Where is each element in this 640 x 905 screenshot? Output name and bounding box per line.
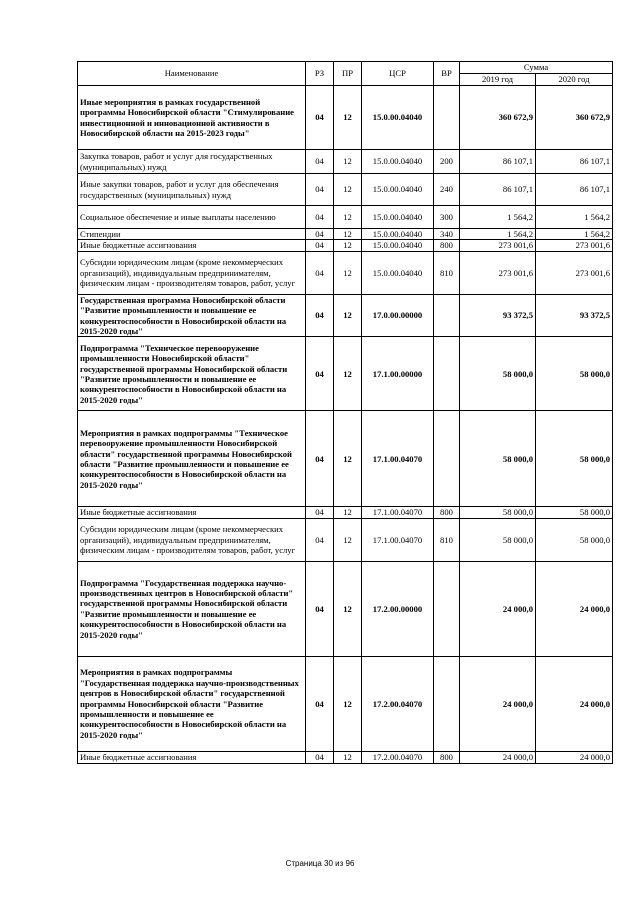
row-name: Субсидии юридическим лицам (кроме некоммерческих организаций), индивидуальным предпринимателям, физическим лицам - производителям товаров, работ, услуг — [78, 518, 306, 561]
row-rz: 04 — [306, 229, 334, 240]
row-name: Иные мероприятия в рамках государственной программы Новосибирской области "Стимулирование инвестиционной и инновационной активности в Новосибирской области на 2015-2023 годы" — [78, 86, 306, 150]
row-vr — [434, 86, 460, 150]
row-rz: 04 — [306, 174, 334, 206]
row-sum-2020: 273 001,6 — [536, 240, 613, 251]
table-row — [78, 206, 613, 229]
row-sum-2019: 1 564,2 — [460, 229, 536, 240]
row-name: Субсидии юридическим лицам (кроме некоммерческих организаций), индивидуальным предпринимателям, физическим лицам - производителям товаров, работ, услуг — [78, 251, 306, 294]
table-row — [78, 751, 613, 763]
row-sum-2020: 93 372,5 — [536, 294, 613, 337]
row-csr: 15.0.00.04040 — [362, 240, 434, 251]
header-2020: 2020 год — [536, 74, 613, 86]
row-name: Мероприятия в рамках подпрограммы "Техническое перевооружение промышленности Новосибирской области" государственной программы Новосибирской области "Развитие промышленности и повышение ее конкурентоспособности в Новосибирской области на 2015-2020 годы" — [78, 411, 306, 507]
row-csr: 17.1.00.04070 — [362, 411, 434, 507]
row-csr: 17.2.00.04070 — [362, 656, 434, 751]
row-vr: 800 — [434, 751, 460, 763]
row-name: Иные закупки товаров, работ и услуг для обеспечения государственных (муниципальных) нужд — [78, 174, 306, 206]
row-rz: 04 — [306, 251, 334, 294]
row-vr — [434, 337, 460, 411]
row-rz: 04 — [306, 294, 334, 337]
page-footer: Страница 30 из 96 — [285, 859, 355, 868]
row-pr: 12 — [334, 294, 362, 337]
row-name: Закупка товаров, работ и услуг для государственных (муниципальных) нужд — [78, 150, 306, 174]
row-sum-2019: 24 000,0 — [460, 656, 536, 751]
row-rz: 04 — [306, 656, 334, 751]
row-vr — [434, 561, 460, 656]
row-rz: 04 — [306, 240, 334, 251]
row-sum-2020: 58 000,0 — [536, 518, 613, 561]
row-rz: 04 — [306, 507, 334, 518]
header-name: Наименование — [78, 62, 306, 86]
row-rz: 04 — [306, 411, 334, 507]
row-pr: 12 — [334, 751, 362, 763]
table-row — [78, 86, 613, 150]
budget-table — [77, 61, 613, 764]
table-row — [78, 561, 613, 656]
row-sum-2019: 24 000,0 — [460, 561, 536, 656]
row-pr: 12 — [334, 174, 362, 206]
row-vr: 810 — [434, 518, 460, 561]
row-vr — [434, 294, 460, 337]
header-rz: РЗ — [306, 62, 334, 86]
row-sum-2019: 86 107,1 — [460, 150, 536, 174]
row-vr: 300 — [434, 206, 460, 229]
header-pr: ПР — [334, 62, 362, 86]
row-csr: 17.1.00.04070 — [362, 507, 434, 518]
row-sum-2020: 58 000,0 — [536, 507, 613, 518]
row-sum-2019: 58 000,0 — [460, 518, 536, 561]
table-row — [78, 294, 613, 337]
row-name: Стипендии — [78, 229, 306, 240]
row-sum-2019: 58 000,0 — [460, 507, 536, 518]
row-sum-2019: 273 001,6 — [460, 251, 536, 294]
table-row — [78, 150, 613, 174]
table-row — [78, 174, 613, 206]
row-name: Иные бюджетные ассигнования — [78, 507, 306, 518]
row-pr: 12 — [334, 656, 362, 751]
row-csr: 15.0.00.04040 — [362, 206, 434, 229]
row-vr: 200 — [434, 150, 460, 174]
row-rz: 04 — [306, 86, 334, 150]
row-rz: 04 — [306, 561, 334, 656]
row-pr: 12 — [334, 411, 362, 507]
row-vr: 340 — [434, 229, 460, 240]
table-row — [78, 411, 613, 507]
row-csr: 15.0.00.04040 — [362, 174, 434, 206]
table-row — [78, 518, 613, 561]
row-pr: 12 — [334, 86, 362, 150]
header-csr: ЦСР — [362, 62, 434, 86]
row-sum-2019: 1 564,2 — [460, 206, 536, 229]
row-sum-2020: 86 107,1 — [536, 150, 613, 174]
row-csr: 15.0.00.04040 — [362, 229, 434, 240]
row-csr: 17.2.00.00000 — [362, 561, 434, 656]
row-sum-2019: 58 000,0 — [460, 411, 536, 507]
row-pr: 12 — [334, 561, 362, 656]
row-sum-2020: 24 000,0 — [536, 751, 613, 763]
row-sum-2020: 360 672,9 — [536, 86, 613, 150]
row-name: Мероприятия в рамках подпрограммы "Государственная поддержка научно-производственных центров в Новосибирской области" государственной программы Новосибирской области "Развитие промышленности и повышение ее конкурентоспособности в Новосибирской области на 2015-2020 годы" — [78, 656, 306, 751]
row-pr: 12 — [334, 251, 362, 294]
row-vr: 810 — [434, 251, 460, 294]
row-vr: 800 — [434, 240, 460, 251]
row-sum-2020: 1 564,2 — [536, 229, 613, 240]
row-name: Иные бюджетные ассигнования — [78, 751, 306, 763]
row-vr — [434, 411, 460, 507]
row-rz: 04 — [306, 206, 334, 229]
row-sum-2020: 273 001,6 — [536, 251, 613, 294]
row-rz: 04 — [306, 751, 334, 763]
row-pr: 12 — [334, 240, 362, 251]
row-name: Государственная программа Новосибирской области "Развитие промышленности и повышение ее конкурентоспособности в Новосибирской области на 2015-2020 годы" — [78, 294, 306, 337]
row-rz: 04 — [306, 518, 334, 561]
row-sum-2019: 360 672,9 — [460, 86, 536, 150]
row-rz: 04 — [306, 337, 334, 411]
table-row — [78, 251, 613, 294]
row-csr: 17.0.00.00000 — [362, 294, 434, 337]
row-vr: 800 — [434, 507, 460, 518]
row-vr: 240 — [434, 174, 460, 206]
row-sum-2020: 86 107,1 — [536, 174, 613, 206]
table-row — [78, 229, 613, 240]
row-sum-2020: 24 000,0 — [536, 656, 613, 751]
row-vr — [434, 656, 460, 751]
table-row — [78, 507, 613, 518]
row-pr: 12 — [334, 337, 362, 411]
table-body — [78, 86, 613, 764]
table-row — [78, 240, 613, 251]
row-csr: 17.1.00.00000 — [362, 337, 434, 411]
row-csr: 15.0.00.04040 — [362, 251, 434, 294]
row-sum-2019: 273 001,6 — [460, 240, 536, 251]
row-name: Подпрограмма "Государственная поддержка научно-производственных центров в Новосибирской области" государственной программы Новосибирской области "Развитие промышленности и повышение ее конкурентоспособности в Новосибирской области на 2015-2020 годы" — [78, 561, 306, 656]
row-csr: 17.1.00.04070 — [362, 518, 434, 561]
row-pr: 12 — [334, 229, 362, 240]
header-2019: 2019 год — [460, 74, 536, 86]
row-rz: 04 — [306, 150, 334, 174]
row-pr: 12 — [334, 518, 362, 561]
table-row — [78, 656, 613, 751]
row-pr: 12 — [334, 507, 362, 518]
row-sum-2020: 58 000,0 — [536, 411, 613, 507]
row-name: Социальное обеспечение и иные выплаты населению — [78, 206, 306, 229]
row-csr: 15.0.00.04040 — [362, 86, 434, 150]
row-sum-2019: 24 000,0 — [460, 751, 536, 763]
row-sum-2020: 58 000,0 — [536, 337, 613, 411]
row-sum-2019: 86 107,1 — [460, 174, 536, 206]
row-pr: 12 — [334, 150, 362, 174]
row-pr: 12 — [334, 206, 362, 229]
row-sum-2020: 1 564,2 — [536, 206, 613, 229]
row-sum-2020: 24 000,0 — [536, 561, 613, 656]
table-row — [78, 337, 613, 411]
header-sum: Сумма — [460, 62, 613, 74]
header-vr: ВР — [434, 62, 460, 86]
row-sum-2019: 58 000,0 — [460, 337, 536, 411]
row-name: Подпрограмма "Техническое перевооружение промышленности Новосибирской области" государственной программы Новосибирской области "Развитие промышленности и повышение ее конкурентоспособности в Новосибирской области на 2015-2020 годы" — [78, 337, 306, 411]
row-name: Иные бюджетные ассигнования — [78, 240, 306, 251]
row-sum-2019: 93 372,5 — [460, 294, 536, 337]
row-csr: 17.2.00.04070 — [362, 751, 434, 763]
row-csr: 15.0.00.04040 — [362, 150, 434, 174]
